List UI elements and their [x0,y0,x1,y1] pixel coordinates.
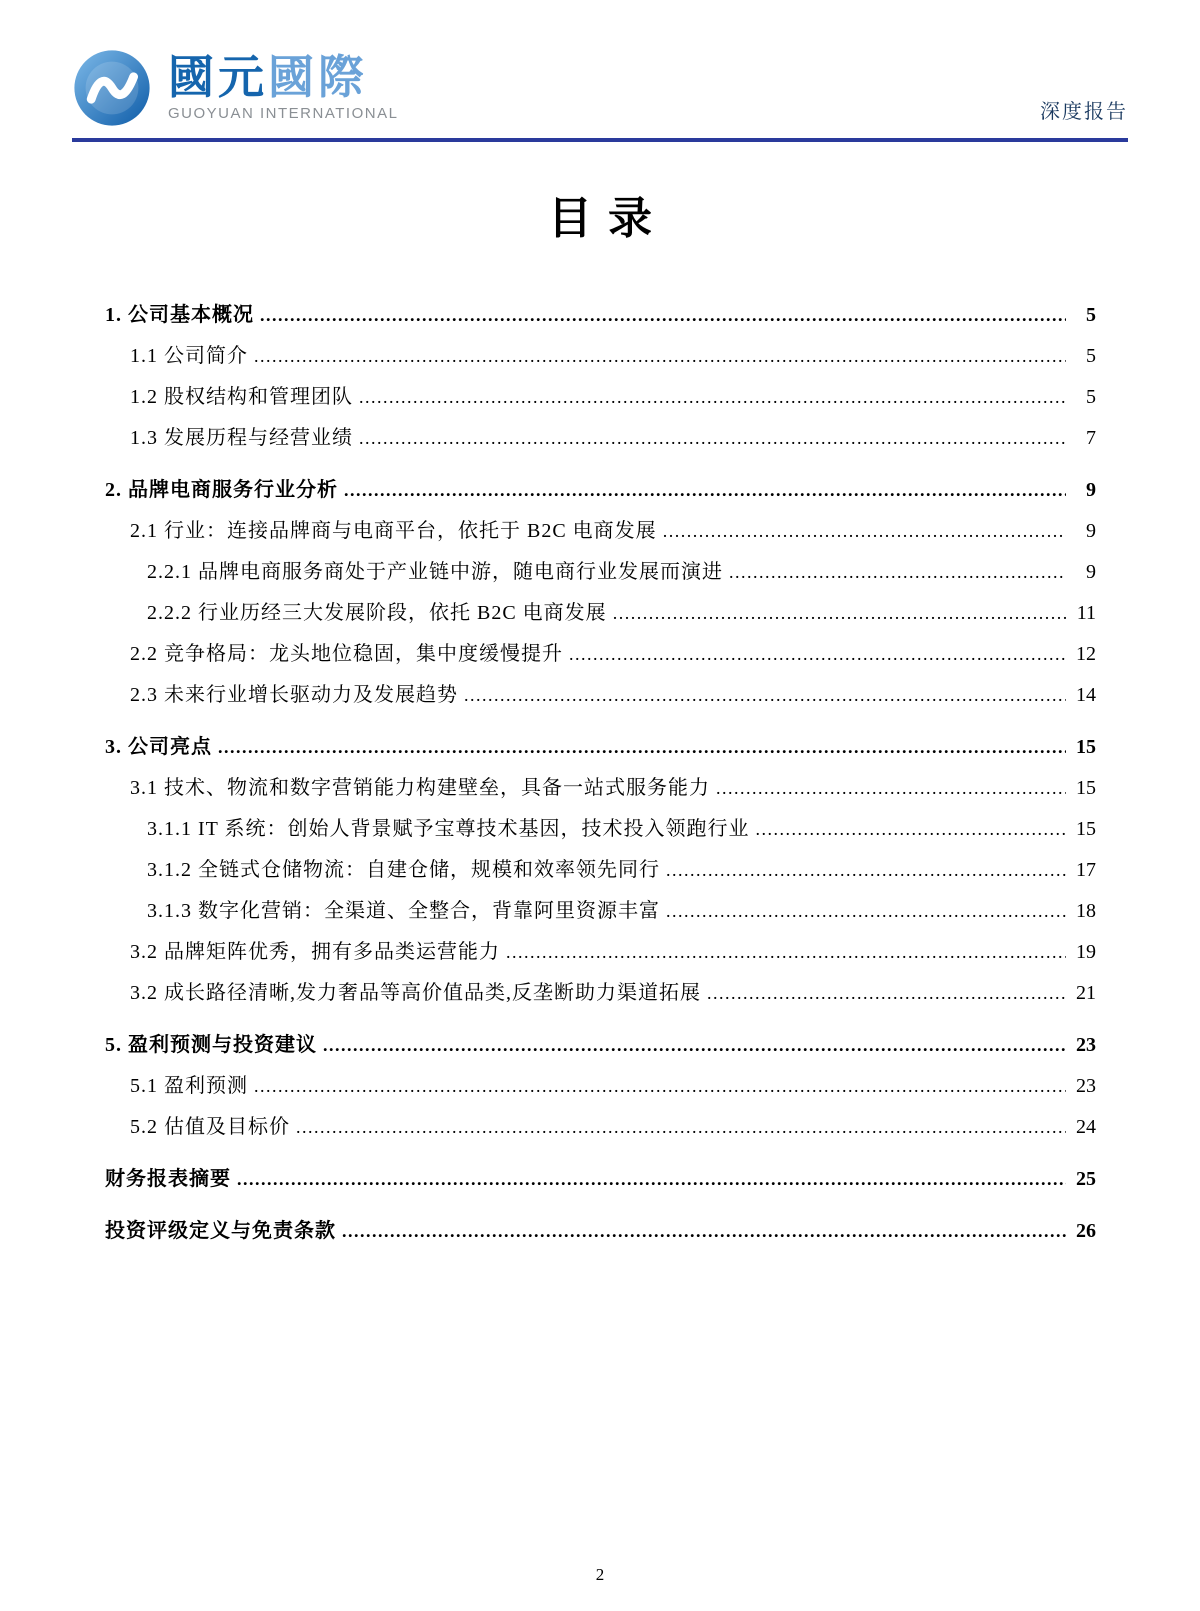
toc-entry-label: 2.1 行业：连接品牌商与电商平台，依托于 B2C 电商发展 [130,520,657,542]
toc-entry-page: 11 [1076,602,1096,624]
toc-leader-dots [756,818,1066,841]
toc-entry [72,929,1096,970]
toc-entry [72,333,1096,374]
toc-leader-dots [260,304,1066,327]
brand-name-cn [168,51,398,103]
toc-entry-page: 24 [1076,1116,1096,1138]
toc-entry-page: 23 [1076,1075,1096,1097]
toc-entry-page: 23 [1076,1034,1096,1056]
brand-name-en: GUOYUAN INTERNATIONAL [168,105,399,123]
toc-entry [72,765,1096,806]
toc-entry-label: 2.2 竞争格局：龙头地位稳固，集中度缓慢提升 [130,643,563,665]
toc-entry [72,374,1096,415]
toc-entry [72,970,1096,1011]
toc-entry-label: 2. 品牌电商服务行业分析 [105,479,338,501]
toc-list [72,292,1128,1249]
toc-entry [72,467,1096,508]
toc-entry-label: 5.1 盈利预测 [130,1075,248,1097]
toc-entry-label: 5.2 估值及目标价 [130,1116,290,1138]
toc-entry [72,806,1096,847]
toc-leader-dots [323,1034,1066,1057]
toc-entry-page: 21 [1076,982,1096,1004]
toc-entry-page: 15 [1076,818,1096,840]
toc-entry-page: 5 [1086,345,1096,367]
toc-entry [72,415,1096,456]
toc-entry-page: 26 [1076,1220,1096,1242]
toc-entry-page: 9 [1086,561,1096,583]
toc-entry-label: 3.1.2 全链式仓储物流：自建仓储，规模和效率领先同行 [147,859,660,881]
toc-entry [72,1104,1096,1145]
toc-entry-page: 15 [1076,777,1096,799]
toc-entry-label: 1.1 公司简介 [130,345,248,367]
toc-entry [72,847,1096,888]
toc-entry-label: 1.2 股权结构和管理团队 [130,386,353,408]
toc-entry-page: 17 [1076,859,1096,881]
toc-leader-dots [716,777,1066,800]
toc-entry-page: 15 [1076,736,1096,758]
toc-entry-page: 18 [1076,900,1096,922]
toc-leader-dots [663,520,1066,543]
toc-leader-dots [613,602,1066,625]
toc-entry-page: 12 [1076,643,1096,665]
toc-leader-dots [359,427,1066,450]
toc-entry [72,724,1096,765]
toc-entry-page: 14 [1076,684,1096,706]
toc-leader-dots [464,684,1066,707]
toc-leader-dots [344,479,1066,502]
toc-entry [72,888,1096,929]
toc-leader-dots [666,859,1066,882]
toc-entry [72,590,1096,631]
toc-entry-label: 5. 盈利预测与投资建议 [105,1034,317,1056]
toc-entry [72,508,1096,549]
toc-leader-dots [342,1220,1066,1243]
toc-entry-label: 3.1 技术、物流和数字营销能力构建壁垒，具备一站式服务能力 [130,777,710,799]
toc-entry-label: 1. 公司基本概况 [105,304,254,326]
toc-entry-page: 5 [1086,304,1096,326]
toc-entry-page: 9 [1086,520,1096,542]
toc-entry [72,1022,1096,1063]
toc-leader-dots [506,941,1066,964]
toc-leader-dots [666,900,1066,923]
toc-entry-page: 5 [1086,386,1096,408]
toc-leader-dots [569,643,1066,666]
toc-entry-label: 3.1.1 IT 系统：创始人背景赋予宝尊技术基因，技术投入领跑行业 [147,818,750,840]
guoyuan-logo-icon [72,48,152,128]
toc-entry-label: 3.2 成长路径清晰,发力奢品等高价值品类,反垄断助力渠道拓展 [130,982,701,1004]
toc-entry-label: 投资评级定义与免责条款 [105,1220,336,1242]
toc-entry-label: 3.1.3 数字化营销：全渠道、全整合，背靠阿里资源丰富 [147,900,660,922]
brand-name-cn-part2: 國際 [268,51,368,103]
toc-entry-label: 2.2.2 行业历经三大发展阶段，依托 B2C 电商发展 [147,602,607,624]
toc-leader-dots [254,345,1066,368]
toc-entry-page: 19 [1076,941,1096,963]
toc-leader-dots [296,1116,1066,1139]
toc-leader-dots [254,1075,1066,1098]
toc-entry [72,292,1096,333]
brand-name-cn-part1: 國元 [168,51,268,103]
toc-entry-label: 2.2.1 品牌电商服务商处于产业链中游，随电商行业发展而演进 [147,561,723,583]
toc-entry-page: 7 [1086,427,1096,449]
toc-entry-label: 财务报表摘要 [105,1168,231,1190]
brand-block [72,48,398,128]
toc-title: 目录 [548,194,668,243]
toc-entry-label: 1.3 发展历程与经营业绩 [130,427,353,449]
toc-leader-dots [707,982,1066,1005]
toc-entry [72,1063,1096,1104]
toc-entry [72,549,1096,590]
toc-entry [72,1208,1096,1249]
toc-entry-label: 3.2 品牌矩阵优秀，拥有多品类运营能力 [130,941,500,963]
page-number-footer: 2 [595,1565,605,1584]
toc-entry-label: 2.3 未来行业增长驱动力及发展趋势 [130,684,458,706]
toc-entry [72,672,1096,713]
toc-entry-page: 9 [1086,479,1096,501]
report-type-label: 深度报告 [1040,101,1128,123]
toc-entry [72,631,1096,672]
toc-leader-dots [218,736,1066,759]
toc-leader-dots [237,1168,1066,1191]
brand-text [168,51,399,123]
toc-entry-page: 25 [1076,1168,1096,1190]
toc-leader-dots [729,561,1066,584]
page-header [72,48,1128,142]
toc-entry [72,1156,1096,1197]
toc-entry-label: 3. 公司亮点 [105,736,212,758]
toc-leader-dots [359,386,1066,409]
